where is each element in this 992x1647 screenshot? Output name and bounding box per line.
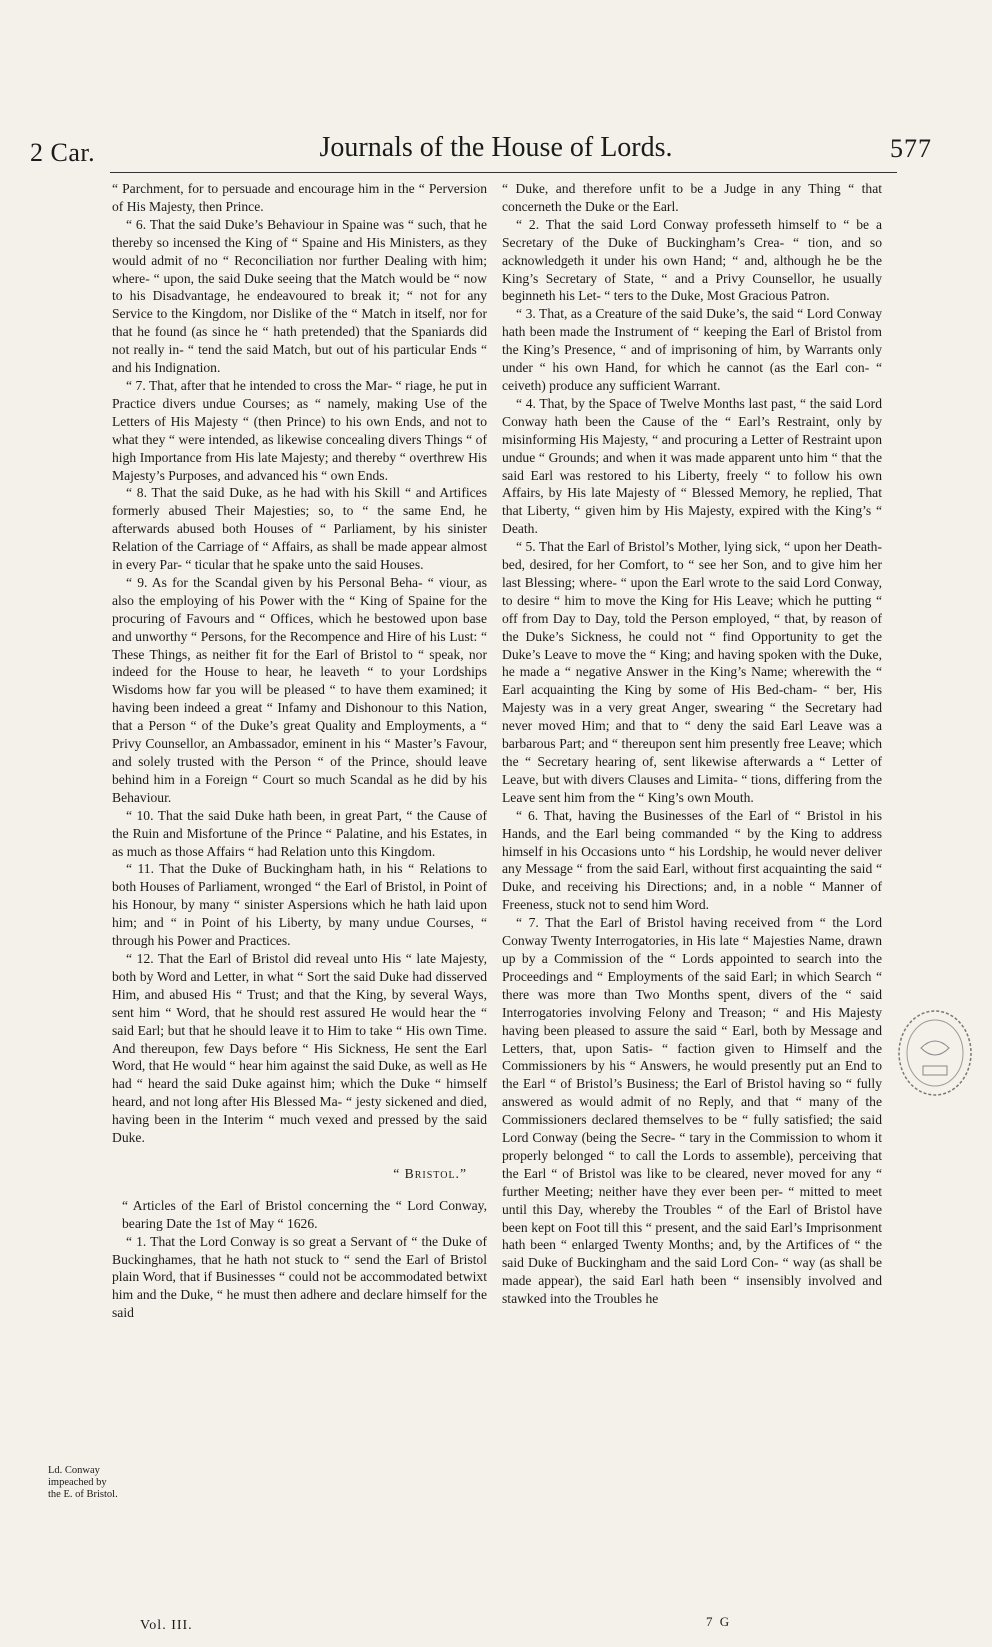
page-number: 577 bbox=[890, 134, 932, 163]
signature-bristol: “ Bristol.” bbox=[393, 1165, 467, 1181]
left-paragraph: “ 9. As for the Scandal given by his Personal Beha- “ viour, as also the employing of his Power with the “ King of Spaine for the procuring of Favours and “ Offices, which he bestowed upon base and unworthy “ Persons, for the Recompence and Hire of his Lust: “ These Things, as neither fit for the Earl of Bristol to “ speak, nor indeed for the House to hear, he leaveth “ to your Lordships Wisdoms how far you will be pleased “ to have them examined; it having been indeed a great “ Infamy and Dishonour to this Nation, that a Person “ of the Duke’s great Quality and Employments, a “ Privy Counsellor, an Ambassador, eminent in his “ Master’s Favour, and solely trusted with the Person “ of the Prince, should leave behind him in a Foreign “ Court so much Scandal as he did by his Behaviour. bbox=[112, 574, 487, 805]
right-paragraph: “ 6. That, having the Businesses of the Earl of “ Bristol in his Hands, and the Earl being commanded “ by the King to address himself in his Occasions unto “ his Lordship, he would never deliver any Message “ from the said Earl, without first acquainting the said “ Duke, and receiving his Directions; and, in a noble “ Manner of Freeness, stuck not to send him Word. bbox=[502, 807, 882, 913]
left-paragraph: “ 10. That the said Duke hath been, in great Part, “ the Cause of the Ruin and Misfortune of the Prince “ Palatine, and his Estates, in as much as those Affairs “ had Relation unto this Kingdom. bbox=[112, 807, 487, 859]
left-column bbox=[112, 180, 487, 1322]
articles-heading: “ Articles of the Earl of Bristol concerning the “ Lord Conway, bearing Date the 1st of May “ 1626. bbox=[122, 1197, 487, 1231]
volume-label: Vol. III. bbox=[140, 1618, 193, 1633]
left-paragraph: “ 6. That the said Duke’s Behaviour in Spaine was “ such, that he thereby so incensed the King of “ Spaine and His Ministers, as they would admit of no “ Reconciliation nor further Dealing with him; where- “ upon, the said Duke seeing that the Match would be “ now to his Disadvantage, he endeavoured to break it; “ not for any Service to the Kingdom, nor Dislike of the “ Match in itself, nor for that he found (as since he “ hath pretended) that the Spaniards did not really in- “ tend the said Match, but out of his particular Ends “ and his Indignation. bbox=[112, 216, 487, 376]
right-column bbox=[502, 180, 882, 1308]
right-paragraph: “ 3. That, as a Creature of the said Duke’s, the said “ Lord Conway hath been made the Instrument of “ keeping the Earl of Bristol from the King’s Presence, “ and of imprisoning of him, by Warrants only under “ his own Hand, for which he cannot (as the Earl con- “ ceiveth) produce any sufficient Warrant. bbox=[502, 306, 882, 393]
right-paragraph: “ 4. That, by the Space of Twelve Months last past, “ the said Lord Conway hath been the Cause of the “ Earl’s Restraint, only by misinforming His Majesty, “ and procuring a Letter of Restraint upon undue “ Grounds; and when it was made apparent unto him “ that the said Earl was restored to his Liberty, freely “ to follow his own Affairs, by His late Majesty of “ Blessed Memory, he replied, That that Liberty, “ given him by His Majesty, expired with the King’s “ Death. bbox=[502, 395, 882, 537]
library-stamp-icon bbox=[896, 1008, 974, 1098]
left-paragraph: “ 7. That, after that he intended to cross the Mar- “ riage, he put in Practice divers undue Courses; as “ namely, making Use of the Letters of His Majesty “ (then Prince) to his own Ends, and not to what they “ were intended, as likewise concealing divers Things “ of high Importance from His late Majesty; and thereby “ overthrew His Majesty’s Purposes, and advanced his “ own Ends. bbox=[112, 377, 487, 483]
header-rule bbox=[110, 172, 897, 173]
margin-note: Ld. Conway impeached by the E. of Bristol. bbox=[48, 1465, 118, 1500]
signature-mark: 7 G bbox=[706, 1614, 732, 1629]
running-head-left: 2 Car. bbox=[30, 138, 96, 167]
article-1-conway: “ 1. That the Lord Conway is so great a Servant of “ the Duke of Buckinghames, that he hath not stuck to “ send the Earl of Bristol plain Word, that if Businesses “ could not be accommodated betwixt him and the Duke, “ he must then adhere and declare himself for the said bbox=[112, 1233, 487, 1321]
right-paragraph: “ 2. That the said Lord Conway professeth himself to “ be a Secretary of the Duke of Buckingham’s Crea- “ tion, and so acknowledgeth it under his own Hand; “ and, although he be the King’s Secretary of State, “ and a Privy Counsellor, he usually beginneth his Let- “ ters to the Duke, Most Gracious Patron. bbox=[502, 216, 882, 304]
left-paragraph: “ 8. That the said Duke, as he had with his Skill “ and Artifices formerly abused Their Majesties; so, to “ the same End, he afterwards abused both Houses of “ Parliament, by his sinister Relation of the Carriage of “ Affairs, as shall be made appear almost in every Par- “ ticular that he spake unto the said Houses. bbox=[112, 485, 487, 573]
left-paragraph: “ 11. That the Duke of Buckingham hath, in his “ Relations to both Houses of Parliament, wronged “ the Earl of Bristol, in Point of his Honour, by many “ sinister Aspersions which he hath laid upon him; and “ in Point of his Liberty, by many undue Courses, “ through his Power and Practices. bbox=[112, 861, 487, 949]
left-paragraph: “ Parchment, for to persuade and encourage him in the “ Perversion of His Majesty, then Prince. bbox=[112, 181, 487, 214]
left-paragraph: “ 12. That the Earl of Bristol did reveal unto His “ late Majesty, both by Word and Letter, in what “ Sort the said Duke had disserved Him, and abused His “ Trust; and that the King, by several Ways, sent him “ Word, that he should rest assured He would hear the “ said Earl; but that he should leave it to Him to take “ His own Time. And thereupon, few Days before “ His Sickness, He sent the Earl Word, that He would “ hear him against the said Duke, as well as He had “ heard the said Duke against him; which the Duke “ himself heard, and not long after His Blessed Ma- “ jesty sickened and died, having been in the Interim “ much vexed and pressed by the said Duke. bbox=[112, 950, 487, 1146]
running-head-title: Journals of the House of Lords. bbox=[319, 132, 673, 163]
right-paragraph: “ 7. That the Earl of Bristol having received from “ the Lord Conway Twenty Interrogatories, in His late “ Majesties Name, drawn up by a Commission of the “ Lords appointed to search into the Proceedings and “ Employments of the said Earl; in which Search “ there was more than Two Months spent, divers of the “ said Interrogatories involving Felony and Treason; “ and His Majesty having been pleased to assure the said “ Earl, both by Message and Letters, that, upon Satis- “ faction given to Himself and the Commissioners by his “ Answers, he would presently put an End to the Earl “ of Bristol’s Business; the Earl of Bristol having so “ fully answered as would admit of no Reply, and that “ many of the Commissioners declared themselves to be “ fully satisfied; the said Lord Conway (being the Secre- “ tary in the Commission to whom it properly belonged “ to call the Lords to assemble), perceiving that the Earl “ of Bristol was like to be cleared, never moved for any “ further Meeting; neither have they ever been per- “ mitted to meet until this Day, whereby the Troubles “ of the Earl of Bristol have been kept on Foot till this “ present, and the said Earl’s Imprisonment hath been “ enlarged Twenty Months; and, by the Artifices of “ the said Duke of Buckingham and the said Lord Con- “ way (as shall be made appear), the said Earl hath been “ insensibly involved and stawked into the Troubles he bbox=[502, 915, 882, 1307]
right-paragraph: “ Duke, and therefore unfit to be a Judge in any Thing “ that concerneth the Duke or the Earl. bbox=[502, 181, 882, 214]
right-paragraph: “ 5. That the Earl of Bristol’s Mother, lying sick, “ upon her Death-bed, desired, for her Comfort, to “ see her Son, and to give him her last Blessing; where- “ upon the Earl wrote to the said Lord Conway, to desire “ him to move the King for His Leave; which he putting “ off from Day to Day, told the Person employed, “ that, by reason of the Duke’s Sickness, he could not “ find Opportunity to get the Duke’s Leave to move the “ King; and having spoken with the Duke, he made a “ negative Answer in the King’s Name; wherewith the “ Earl acquainting the King by some of His Bed-cham- “ ber, His Majesty was in a very great Anger, swearing “ the Secretary had never moved Him; and that to “ deny the said Earl Leave was a barbarous Part; and “ thereupon sent him presently free Leave; which the “ Secretary hearing of, sent likewise afterwards a “ Letter of Leave, but with divers Clauses and Limita- “ tions, differing from the Leave sent him from the “ King’s own Mouth. bbox=[502, 539, 882, 805]
